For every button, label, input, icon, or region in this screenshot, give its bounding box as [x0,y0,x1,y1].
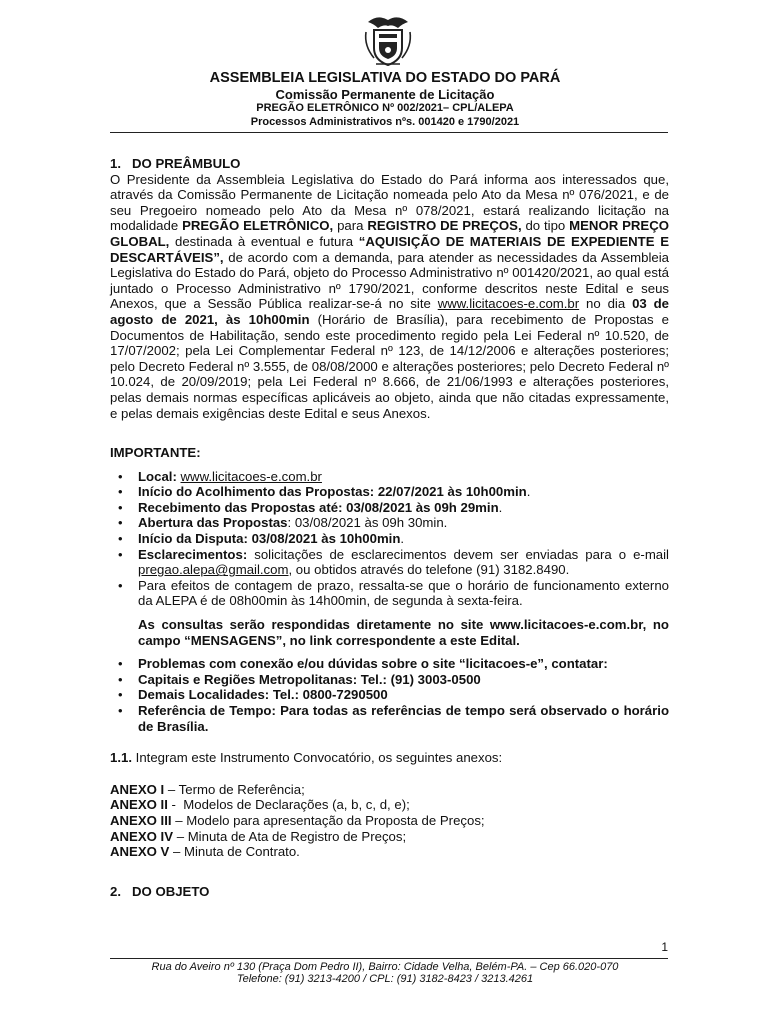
bold-run: Referência de Tempo: Para todas as referências de tempo será observado o horário de Brasília. [138,703,669,734]
annex-item [110,844,669,860]
list-item [110,578,669,609]
text-run: no dia [579,296,633,312]
list-item [110,547,669,578]
site-link[interactable]: www.licitacoes-e.com.br [180,468,322,484]
footer-phones: Telefone: (91) 3213-4200 / CPL: (91) 3182-8423 / 3213.4261 [236,973,534,985]
section-title: DO OBJETO [132,883,210,899]
bold-run: “AQUISIÇÃO DE MATERIAIS DE EXPEDIENTE E DESCARTÁVEIS”, [110,233,669,265]
text-run: , ou obtidos através do telefone (91) 3182.8490. [288,562,570,578]
text-run: (Horário de Brasília), para recebimento de Propostas e Documentos de Habilitação, sendo este procedimento regido pela Lei Federal nº 10.520, de 17/07/2002; pela Lei Complementar Federal nº 123, de 14/12/2006 e alterações posteriores; pelo Decreto Federal nº 3.555, de 08/08/2000 e alterações posteriores; pelo Decreto Federal nº 10.024, de 20/09/2019; pela Lei Federal nº 8.666, de 21/06/1993 e alterações posteriores, pelas demais normas específicas aplicáveis ao objeto, ainda que não citadas expressamente, e pelas demais exigências deste Edital e seus Anexos. [110,311,670,421]
annex-item [110,782,669,798]
site-link[interactable]: www.licitacoes-e.com.br [437,296,580,312]
important-heading: IMPORTANTE: [110,445,201,461]
process-numbers: Processos Administrativos nºs. 001420 e 1790/2021 [250,116,520,128]
contact-list [110,656,669,734]
section-number: 2. [110,883,121,899]
section-heading-preamble [110,156,669,172]
list-item [110,703,669,734]
annex-text: – Modelo para apresentação da Proposta de Preços; [171,812,485,828]
annex-item [110,829,669,845]
footer-address: Rua do Aveiro nº 130 (Praça Dom Pedro II), Bairro: Cidade Velha, Belém-PA. – Cep 66.020-070 [151,961,619,973]
bold-run: Problemas com conexão e/ou dúvidas sobre o site “licitacoes-e”, contatar: [138,656,608,672]
section-title: DO PREÂMBULO [132,156,241,171]
bold-run: REGISTRO DE PREÇOS, [367,218,522,234]
bold-run: Capitais e Regiões Metropolitanas: Tel.: (91) 3003-0500 [138,671,481,687]
annex-list [110,782,669,860]
annex-item [110,813,669,829]
consultas-note: As consultas serão respondidas diretamente no site www.licitacoes-e.com.br, no campo “MENSAGENS”, no link correspondente a este Edital. [138,617,669,648]
preamble-paragraph [110,172,669,422]
annex-text: – Termo de Referência; [164,781,305,797]
annex-text: – Minuta de Ata de Registro de Preços; [173,828,407,844]
list-item: • Início do Acolhimento das Propostas: 22/07/2021 às 10h00min. [110,484,669,500]
annex-label: ANEXO V [110,844,170,860]
text-run: Integram este Instrumento Convocatório, os seguintes anexos: [132,750,503,766]
text-run: destinada à eventual e futura [169,233,359,249]
list-item [110,672,669,688]
email-link[interactable]: pregao.alepa@gmail.com [138,562,289,578]
annex-label: ANEXO III [110,812,172,828]
bold-run: Início do Acolhimento das Propostas: 22/07/2021 às 10h00min [138,484,527,500]
bold-run: Esclarecimentos: [138,546,248,562]
bold-run: MENOR PREÇO GLOBAL, [110,218,669,249]
section-number: 1. [110,156,121,171]
annex-text: - Modelos de Declarações (a, b, c, d, e); [167,797,410,813]
header-divider [110,132,668,133]
institution-title: ASSEMBLEIA LEGISLATIVA DO ESTADO DO PARÁ [209,70,561,86]
footer-divider [110,958,668,959]
bold-run: Recebimento das Propostas até: 03/08/2021 às 09h 29min [138,499,499,515]
page-number: 1 [661,940,668,954]
annex-text: – Minuta de Contrato. [169,844,300,860]
text-run: : 03/08/2021 às 09h 30min [287,515,444,531]
annex-label: ANEXO II [110,797,168,813]
commission-title: Comissão Permanente de Licitação [275,87,495,102]
important-list [110,469,669,609]
list-item [110,687,669,703]
tender-number: PREGÃO ELETRÔNICO Nº 002/2021– CPL/ALEPA [256,102,514,114]
text-run: para [333,218,368,234]
text-run: O Presidente da Assembleia Legislativa do Estado do Pará informa aos interessados que, através da Comissão Permanente de Licitação nomeada pelo Ato da Mesa nº 076/2021, e de seu Pregoeiro nomeado pelo Ato da Mesa nº 078/2021, estará realizando licitação na modalidade [110,171,669,234]
annex-label: ANEXO IV [110,828,174,844]
list-item [110,469,669,485]
list-item: • Recebimento das Propostas até: 03/08/2021 às 09h 29min. [110,500,669,516]
annex-label: ANEXO I [110,781,165,797]
bold-run: Início da Disputa: 03/08/2021 às 10h00min [138,531,401,547]
list-item: • Início da Disputa: 03/08/2021 às 10h00min. [110,531,669,547]
bold-run: Demais Localidades: Tel.: 0800-7290500 [138,687,388,703]
text-run: do tipo [521,218,570,234]
document-body [110,156,669,899]
text-run: solicitações de esclarecimentos devem ser enviadas para o e-mail [247,546,669,562]
annex-item [110,797,669,813]
section-heading-object [110,884,669,900]
bold-run: Local: [138,468,177,484]
text-run: de acordo com a demanda, para atender as necessidades da Assembleia Legislativa do Estado do Pará, objeto do Processo Administrativo nº 001420/2021, ao qual está juntado o Processo Administrativo nº 1790/2021, conforme descritos neste Edital e seus Anexos, que a Sessão Pública realizar-se-á no site [110,249,669,312]
bold-run: 1.1. [110,750,132,766]
coat-of-arms-icon [362,10,414,68]
bold-run: Abertura das Propostas [138,515,288,531]
bold-run: PREGÃO ELETRÔNICO, [182,218,334,234]
list-item: • Abertura das Propostas: 03/08/2021 às 09h 30min. [110,515,669,531]
text-run: Para efeitos de contagem de prazo, ressalta-se que o horário de funcionamento externo da ALEPA é de 08h00min às 14h00min, de segunda à sexta-feira. [138,577,669,609]
list-item [110,656,669,672]
bold-run: 03 de agosto de 2021, às 10h00min [110,296,669,327]
annex-intro [110,750,669,766]
